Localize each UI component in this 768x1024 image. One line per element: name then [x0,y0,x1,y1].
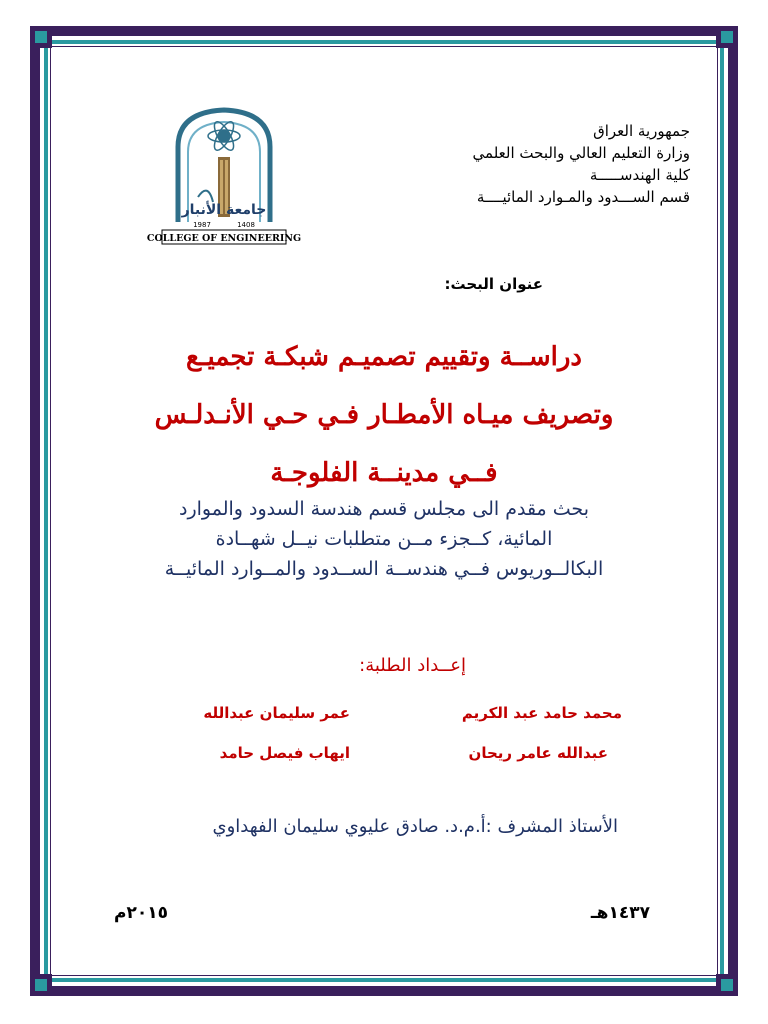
logo-caption: COLLEGE OF ENGINEERING [146,233,302,244]
thesis-title-line-1: دراســة وتقييم تصميـم شبكـة تجميـع [186,342,582,372]
research-title-label: عنوان البحث: [444,275,543,293]
header-department: قسم الســـدود والمـوارد المائيــــة [476,188,690,206]
thesis-title [100,328,668,502]
header-college: كلية الهندســـــة [589,166,690,184]
student-name: محمد حامد عبد الكريم [461,704,622,722]
date-hijri: ١٤٣٧هـ [590,903,650,923]
logo-year-right: 1408 [237,221,255,229]
corner-ornament [30,974,52,996]
institution-header [330,120,690,208]
header-ministry: وزارة التعليم العالي والبحث العلمي [472,144,690,162]
logo-arabic-text: جامعة الأنبار [181,202,267,218]
corner-ornament [716,974,738,996]
supervisor-name: الأستاذ المشرف :أ.م.د. صادق عليوي سليمان الفهداوي [212,816,618,837]
corner-ornament [30,26,52,48]
submission-statement [110,494,658,584]
thesis-title-line-2: وتصريف ميـاه الأمطـار فـي حـي الأنـدلـس [154,400,614,430]
college-logo [146,102,302,247]
thesis-title-line-3: فــي مدينــة الفلوجـة [270,458,498,488]
submission-line-2: المائية، كــجزء مــن متطلبات نيــل شهــادة [215,528,553,550]
submission-line-3: البكالــوريوس فــي هندســة الســدود والمــوارد المائيــة [164,558,604,580]
header-country: جمهورية العراق [593,122,690,140]
corner-ornament [716,26,738,48]
prepared-by-label: إعــداد الطلبة: [359,655,466,676]
date-gregorian: ٢٠١٥م [114,903,168,923]
logo-year-left: 1987 [193,221,211,229]
submission-line-1: بحث مقدم الى مجلس قسم هندسة السدود والموارد [179,498,589,520]
student-name: ايهاب فيصل حامد [219,744,350,762]
student-name: عبدالله عامر ريحان [468,744,608,762]
student-name: عمر سليمان عبدالله [203,704,350,722]
